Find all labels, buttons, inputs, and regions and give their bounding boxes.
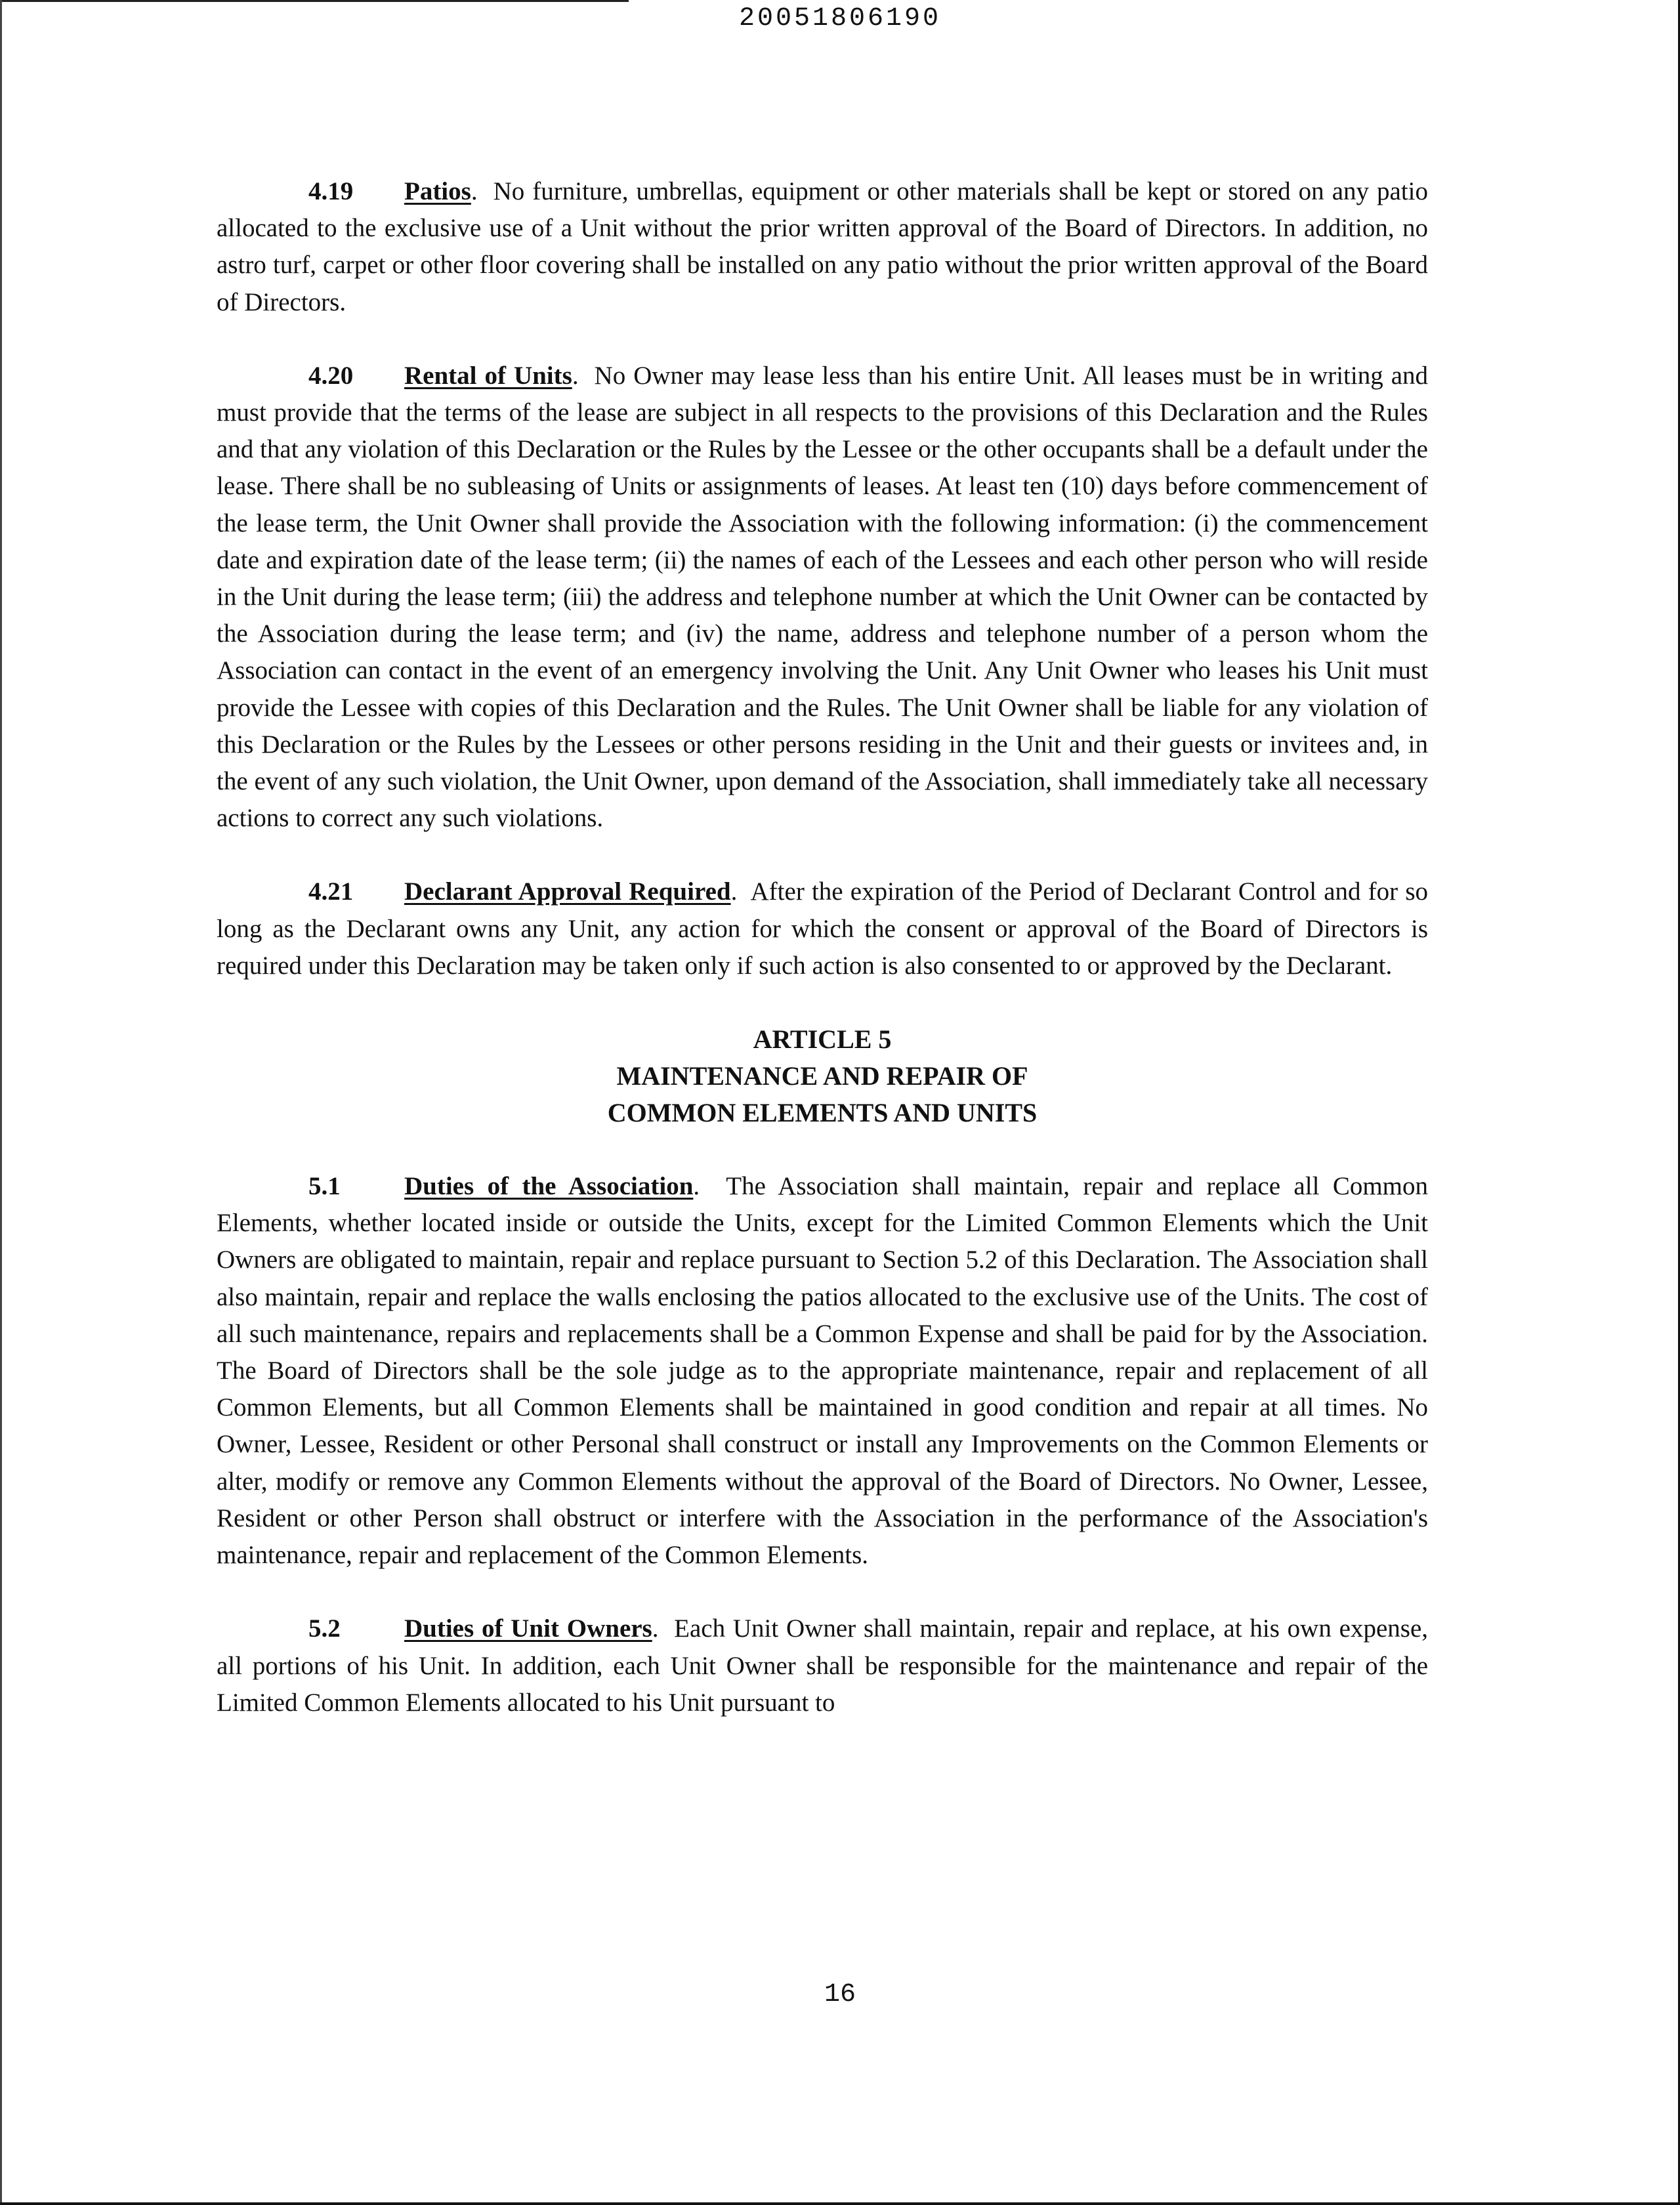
section-title: Duties of Unit Owners <box>404 1614 652 1643</box>
article-heading <box>217 1021 1428 1131</box>
section-body: No Owner may lease less than his entire Unit. All leases must be in writing and must provide that the terms of the lease are subject in all respects to the provisions of this Declaration and the Rules and that any violation of this Declaration or the Rules by the Lessee or the other occupants shall be a default under the lease. There shall be no subleasing of Units or assignments of leases. At least ten (10) days before commencement of the lease term, the Unit Owner shall provide the Association with the following information: (i) the commencement date and expiration date of the lease term; (ii) the names of each of the Lessees and each other person who will reside in the Unit during the lease term; (iii) the address and telephone number at which the Unit Owner can be contacted by the Association during the lease term; and (iv) the name, address and telephone number of a person whom the Association can contact in the event of an emergency involving the Unit. Any Unit Owner who leases his Unit must provide the Lessee with copies of this Declaration and the Rules. The Unit Owner shall be liable for any violation of this Declaration or the Rules by the Lessees or other persons residing in the Unit and their guests or invitees and, in the event of any such violation, the Unit Owner, upon demand of the Association, shall immediately take all necessary actions to correct any such violations. <box>217 361 1429 833</box>
section-number: 4.20 <box>308 361 354 390</box>
section-4-19: 4.19 Patios. No furniture, umbrellas, equipment or other materials shall be kept or stored on any patio allocated to the exclusive use of a Unit without the prior written approval of the Board of Directors. In addition, no astro turf, carpet or other floor covering shall be installed on any patio without the prior written approval of the Board of Directors. <box>217 173 1428 321</box>
scan-top-edge <box>0 0 629 2</box>
section-body: After the expiration of the Period of Declarant Control and for so long as the Declarant owns any Unit, any action for which the consent or approval of the Board of Directors is required under this Declaration may be taken only if such action is also consented to or approved by the Declarant. <box>217 877 1428 980</box>
section-title: Duties of the Association <box>404 1172 694 1201</box>
section-5-2: 5.2 Duties of Unit Owners. Each Unit Owner shall maintain, repair and replace, at his own expense, all portions of his Unit. In addition, each Unit Owner shall be responsible for the maintenance and repair of the Limited Common Elements allocated to his Unit pursuant to <box>217 1610 1428 1721</box>
article-number: ARTICLE 5 <box>753 1024 892 1055</box>
section-body: Each Unit Owner shall maintain, repair and replace, at his own expense, all portions of his Unit. In addition, each Unit Owner shall be responsible for the maintenance and repair of the Limited Common Elements allocated to his Unit pursuant to <box>217 1614 1429 1717</box>
page-number: 16 <box>824 1980 856 2009</box>
section-title: Declarant Approval Required <box>404 877 731 906</box>
section-body: No furniture, umbrellas, equipment or other materials shall be kept or stored on any patio allocated to the exclusive use of a Unit without the prior written approval of the Board of Directors. In addition, no astro turf, carpet or other floor covering shall be installed on any patio without the prior written approval of the Board of Directors. <box>217 177 1428 316</box>
scan-left-edge <box>0 0 2 2205</box>
section-number: 5.2 <box>308 1614 341 1643</box>
section-4-20: 4.20 Rental of Units. No Owner may lease less than his entire Unit. All leases must be in writing and must provide that the terms of the lease are subject in all respects to the provisions of this Declaration and the Rules and that any violation of this Declaration or the Rules by the Lessee or the other occupants shall be a default under the lease. There shall be no subleasing of Units or assignments of leases. At least ten (10) days before commencement of the lease term, the Unit Owner shall provide the Association with the following information: (i) the commencement date and expiration date of the lease term; (ii) the names of each of the Lessees and each other person who will reside in the Unit during the lease term; (iii) the address and telephone number at which the Unit Owner can be contacted by the Association during the lease term; and (iv) the name, address and telephone number of a person whom the Association can contact in the event of an emergency involving the Unit. Any Unit Owner who leases his Unit must provide the Lessee with copies of this Declaration and the Rules. The Unit Owner shall be liable for any violation of this Declaration or the Rules by the Lessees or other persons residing in the Unit and their guests or invitees and, in the event of any such violation, the Unit Owner, upon demand of the Association, shall immediately take all necessary actions to correct any such violations. <box>217 358 1428 837</box>
section-number: 4.21 <box>308 877 354 906</box>
section-number: 5.1 <box>308 1172 341 1201</box>
section-title: Patios <box>404 177 471 205</box>
section-5-1: 5.1 Duties of the Association. The Association shall maintain, repair and replace all Common Elements, whether located inside or outside the Units, except for the Limited Common Elements which the Unit Owners are obligated to maintain, repair and replace pursuant to Section 5.2 of this Declaration. The Association shall also maintain, repair and replace the walls enclosing the patios allocated to the exclusive use of the Units. The cost of all such maintenance, repairs and replacements shall be a Common Expense and shall be paid for by the Association. The Board of Directors shall be the sole judge as to the appropriate maintenance, repair and replacement of all Common Elements, but all Common Elements shall be maintained in good condition and repair at all times. No Owner, Lessee, Resident or other Personal shall construct or install any Improvements on the Common Elements or alter, modify or remove any Common Elements without the approval of the Board of Directors. No Owner, Lessee, Resident or other Person shall obstruct or interfere with the Association in the performance of the Association's maintenance, repair and replacement of the Common Elements. <box>217 1168 1428 1574</box>
section-4-21: 4.21 Declarant Approval Required. After the expiration of the Period of Declarant Control and for so long as the Declarant owns any Unit, any action for which the consent or approval of the Board of Directors is required under this Declaration may be taken only if such action is also consented to or approved by the Declarant. <box>217 873 1428 984</box>
section-body: The Association shall maintain, repair and replace all Common Elements, whether located inside or outside the Units, except for the Limited Common Elements which the Unit Owners are obligated to maintain, repair and replace pursuant to Section 5.2 of this Declaration. The Association shall also maintain, repair and replace the walls enclosing the patios allocated to the exclusive use of the Units. The cost of all such maintenance, repairs and replacements shall be a Common Expense and shall be paid for by the Association. The Board of Directors shall be the sole judge as to the appropriate maintenance, repair and replacement of all Common Elements, but all Common Elements shall be maintained in good condition and repair at all times. No Owner, Lessee, Resident or other Personal shall construct or install any Improvements on the Common Elements or alter, modify or remove any Common Elements without the approval of the Board of Directors. No Owner, Lessee, Resident or other Person shall obstruct or interfere with the Association in the performance of the Association's maintenance, repair and replacement of the Common Elements. <box>217 1172 1428 1570</box>
section-number: 4.19 <box>308 177 354 205</box>
article-title-line-2: COMMON ELEMENTS AND UNITS <box>607 1098 1038 1128</box>
article-title-line-1: MAINTENANCE AND REPAIR OF <box>616 1061 1028 1091</box>
document-body <box>217 173 1428 1758</box>
scan-bottom-edge <box>0 2202 1680 2205</box>
section-title: Rental of Units <box>404 361 572 390</box>
document-number: 20051806190 <box>738 4 942 33</box>
